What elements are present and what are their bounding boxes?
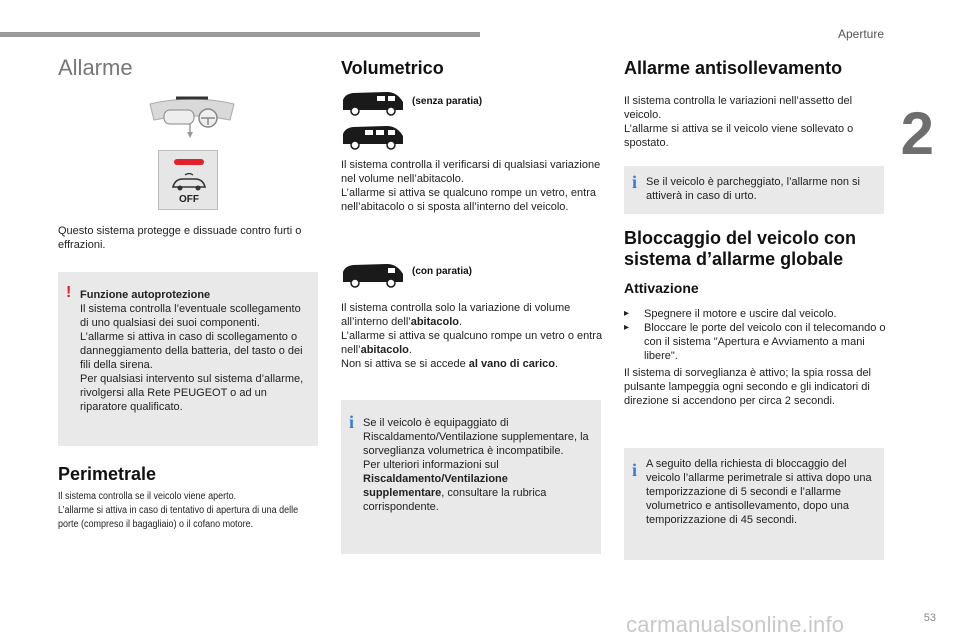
title-allarme: Allarme — [58, 55, 133, 80]
header-rule — [0, 32, 480, 37]
red-led-icon — [174, 159, 204, 165]
info-icon: i — [632, 460, 638, 480]
after-steps-text: Il sistema di sorveglianza è attivo; la spia rossa del pulsante lampeggia ogni secondo e gli indicatori di direzione si accendono per circa 2 secondi. — [624, 367, 872, 407]
info-temporizzazione-text: A seguito della richiesta di bloccaggio del veicolo l’allarme perimetrale si attiva dopo una temporizzazione di 5 secondi e l’allarme volumetrico e antisollevamento, dopo una temporizzazione di 45 secondi. — [646, 458, 872, 526]
info-box-riscaldamento — [341, 400, 601, 554]
warning-body: Il sistema controlla l’eventuale scollegamento di uno qualsiasi dei suoi componenti. L’allarme si attiva in caso di scollegamento o danneggiamento della batteria, del tasto o dei fili della sirena. Per qualsiasi intervento sul sistema d’allarme, rivolgersi alla Rete PEUGEOT o ad un riparatore qualificato. — [80, 303, 304, 413]
label-senza-paratia: (senza paratia) — [412, 96, 483, 107]
van-passenger-icon — [341, 124, 405, 150]
off-label: OFF — [179, 194, 199, 205]
info-parcheggio-text: Se il veicolo è parcheggiato, l’allarme non si attiverà in caso di urto. — [646, 176, 861, 202]
info-box-parcheggio — [624, 166, 884, 214]
ceiling-console-illustration — [146, 94, 238, 142]
info-icon: i — [349, 412, 355, 432]
warning-box-autoprotezione — [58, 272, 318, 446]
van-no-partition-icon — [341, 90, 405, 116]
perimetrale-text: Il sistema controlla se il veicolo viene aperto. L’allarme si attiva in caso di tentativo di apertura di una delle porte (compreso il bagagliaio) o il cofano motore. — [58, 491, 299, 530]
allarme-intro: Questo sistema protegge e dissuade contro furti o effrazioni. — [58, 225, 302, 251]
warning-icon: ! — [66, 284, 72, 301]
chapter-number: 2 — [900, 100, 934, 167]
list-item: ▸ Bloccare le porte del veicolo con il telecomando o con il sistema "Apertura e Avviamento a mani libere". — [624, 322, 886, 362]
bullet-icon: ▸ — [624, 322, 630, 333]
steps-list — [624, 307, 886, 363]
page-number: 53 — [923, 612, 936, 624]
car-alarm-icon — [169, 173, 209, 193]
title-antisollevamento: Allarme antisollevamento — [624, 58, 843, 78]
title-bloccaggio: Bloccaggio del veicolo con sistema d’allarme globale — [624, 228, 857, 269]
warning-heading: Funzione autoprotezione — [80, 289, 211, 301]
text-senza-paratia: Il sistema controlla il verificarsi di qualsiasi variazione nel volume nell’abitacolo. L’allarme si attiva se qualcuno rompe un vetro, entra nell’abitacolo o si sposta all’interno del veicolo. — [341, 159, 601, 213]
bullet-icon: ▸ — [624, 308, 630, 319]
watermark: carmanualsonline.info — [626, 612, 845, 637]
antisollevamento-text: Il sistema controlla le variazioni nell’assetto del veicolo. L’allarme si attiva se il veicolo viene sollevato o spostato. — [624, 95, 854, 149]
text-con-paratia: Il sistema controlla solo la variazione di volume all’interno dell’abitacolo. L’allarme si attiva se qualcuno rompe un vetro o entra nell’abitacolo. Non si attiva se si accede al vano di carico. — [341, 302, 603, 370]
info-icon: i — [632, 172, 638, 192]
info-box-temporizzazione — [624, 448, 884, 560]
info-riscaldamento-text: Se il veicolo è equipaggiato di Riscaldamento/Ventilazione supplementare, la sorveglianza volumetrica è incompatibile. Per ulteriori informazioni sul Riscaldamento/Ventilazione supplementare, consultare la rubrica corrispondente. — [363, 417, 589, 513]
alarm-off-button — [158, 150, 218, 210]
title-attivazione: Attivazione — [624, 280, 699, 296]
label-con-paratia: (con paratia) — [412, 266, 473, 277]
title-volumetrico: Volumetrico — [341, 58, 444, 78]
section-name: Aperture — [837, 27, 884, 41]
van-partition-icon — [341, 262, 405, 288]
list-item: ▸ Spegnere il motore e uscire dal veicolo. — [624, 308, 837, 320]
title-perimetrale: Perimetrale — [58, 464, 157, 484]
